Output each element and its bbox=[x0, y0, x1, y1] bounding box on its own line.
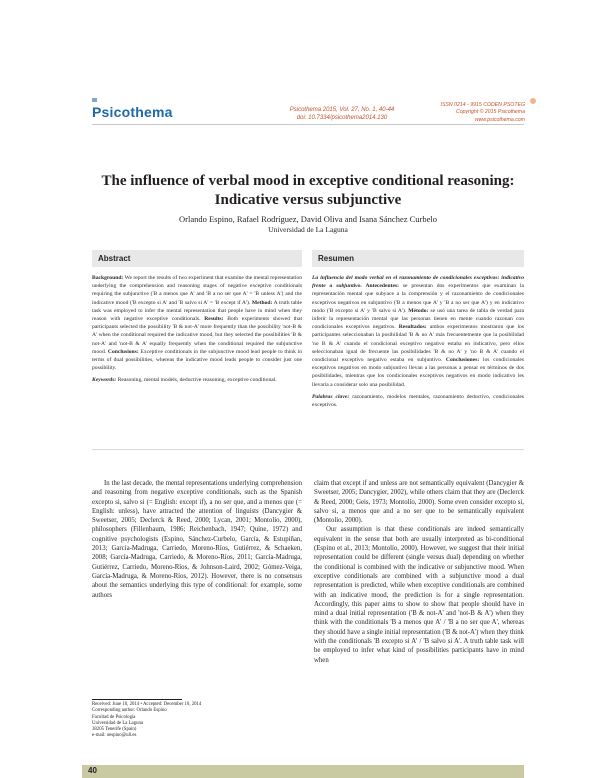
results-label: Results: bbox=[204, 316, 224, 323]
article-title bbox=[92, 172, 524, 210]
body-left-column: In the last decade, the mental representations underlying comprehension and reasoning from negative exceptive conditionals, such as the Spanish excepto si, salvo si (= English: except if), a no ser que, and a menos que (= English: unless), have attracted the attention of linguists (Dancygier & Sweetser, 2005; Declerck & Reed, 2000; Lycan, 2001; Montolío, 2000), philosophers (Fillenbaum, 1986; Reichenbach, 1947; Quine, 1972) and cognitive psychologists (Espino, Sánchez-Curbelo, García, & Estupiñan, 2013; García-Madruga, Carriedo, Moreno-Ríos, Gutiérrez, & Schaeken, 2008; García-Madruga, Carriedo, & Moreno-Ríos, 2011; García-Madruga, Gutiérrez, Carriedo, Moreno-Ríos, & Johnson-Laird, 2002; Gómez-Veiga, García-Madruga, & Moreno-Ríos, 2012). However, there is no consensus about the semantics underlying this type of conditional: for example, some authors bbox=[92, 480, 302, 599]
keywords-text: Reasoning, mental models, deductive reasoning, exceptive conditional. bbox=[116, 377, 277, 384]
antecedentes-label: Antecedentes: bbox=[361, 283, 399, 290]
body-paragraph: Our assumption is that these conditionals are indeed semantically equivalent in the sense that both are usually interpreted as bi-conditional (Espino et al., 2013; Montolío, 2000). However, we suggest that their initial representation could be different (single versus dual) depending on whether the conditional is combined with the indicative or subjunctive mood. When exceptive conditionals are combined with a subjunctive mood a dual representation is predicted, while when exceptive conditionals are combined with an indicative mood, the prediction is for a single representation. Accordingly, this paper aims to show to show that people should have in mind a dual initial representation ('B & not-A' and 'not-B & A') when they think with the conditionals 'B a menos que A' / 'B a no ser que A', whereas they should have a single initial representation ('B & not-A') when they think with the conditionals 'B excepto si A' / 'B salvo si A'. A truth table task will be employed to infer what kind of possibilities participants have in mind when bbox=[314, 526, 524, 664]
resumen-text bbox=[312, 274, 524, 409]
palabras-text: razonamiento, modelos mentales, razonamiento deductivo, condicionales exceptivos. bbox=[312, 393, 524, 409]
metodo-label: Método: bbox=[408, 307, 429, 314]
abstract-text bbox=[92, 274, 302, 385]
logo-mark-icon bbox=[92, 98, 97, 102]
conclusiones-text: los condicionales exceptivos negativos en modo subjuntivo llevan a las personas a pensar en términos de dos posibilidades, mientras que los condicionales exceptivos negativos en modo indicativo les llevaría a considerar solo una posibilidad. bbox=[312, 357, 524, 388]
copyright: Copyright © 2015 Psicothema bbox=[456, 109, 525, 116]
city: 38205 Tenerife (Spain) bbox=[92, 727, 137, 733]
affiliation: Universidad de La Laguna bbox=[268, 225, 348, 234]
background-text: We report the results of two experiment that examine the mental representation underlying the comprehension and reasoning stages of negative exceptive conditionals requiring the subjunctive ('B a menos que A' and 'B a no ser que A' = 'B unless A') and the indicative mood ('B excepto si A' and 'B salvo si A' = 'B except if A'). bbox=[92, 275, 302, 306]
doi[interactable]: doi: 10.7334/psicothema2014.130 bbox=[296, 115, 388, 122]
body-right-column bbox=[314, 479, 524, 665]
background-label: Background: bbox=[92, 275, 124, 281]
citation-block bbox=[262, 106, 422, 122]
resumen-section bbox=[312, 250, 524, 409]
title-line-1: The influence of verbal mood in exceptive conditional reasoning: bbox=[101, 173, 515, 189]
resumen-heading: Resumen bbox=[312, 250, 524, 267]
citation: Psicothema 2015, Vol. 27, No. 1, 40-44 bbox=[289, 107, 395, 113]
metodo-text: se usó una tarea de tabla de verdad para inferir la representación mental que las personas tienen en mente cuando razonan con condicionales exceptivos negativos. bbox=[312, 307, 525, 331]
corresponding-author: Corresponding author: Orlando Espino bbox=[92, 708, 167, 714]
method-label: Method: bbox=[251, 299, 273, 306]
method-text: A truth table task was employed to infer the mental representation that people have in mind when they reason with negative exceptive conditionals. bbox=[92, 299, 302, 323]
resumen-title: La influencia del modo verbal en el razonamiento de condicionales exceptivos: indicativo frente a subjuntivo. bbox=[312, 275, 524, 290]
page-number: 40 bbox=[88, 766, 97, 775]
results-text: Both experiments showed that participants selected the possibility 'B & not-A' more frequently than the possibility 'not-B & A' when the conditional required the indicative mood, but they selected the possibilities 'B & not-A' and 'not-B & A' equally frequently when the conditional required the subjunctive mood. bbox=[92, 316, 303, 355]
palabras-clave bbox=[312, 393, 524, 409]
resultados-text: ambos experimentos mostraron que los participantes seleccionaban la posibilidad 'B & no A' más frecuentemente que la posibilidad 'no B & A' cuando el condicional exceptivo negativo estaba en indicativo, pero ellos seleccionaban igual de frecuente las posibilidades 'B & no A' y 'no B & A' cuando el condicional exceptivo negativo estaba en subjuntivo. bbox=[312, 324, 524, 364]
seal-icon bbox=[530, 98, 536, 104]
issn: ISSN 0214 - 9915 CODEN PSOTEG bbox=[440, 102, 525, 108]
conclusions-label: Conclusions: bbox=[107, 348, 139, 355]
conclusiones-label: Conclusiones: bbox=[445, 357, 480, 364]
keywords bbox=[92, 376, 302, 384]
resultados-label: Resultados: bbox=[398, 324, 427, 331]
conclusions-text: Exceptive conditionals in the subjunctive mood lead people to think in terms of dual possibilities, whereas the indicative mood leads people to consider just one possibility. bbox=[92, 348, 303, 372]
abstract-section bbox=[92, 250, 302, 385]
page-footer-bar bbox=[82, 765, 524, 778]
body-paragraph: claim that except if and unless are not semantically equivalent (Dancygier & Sweetser, 2005; Dancygier, 2002), while others claim that they are (Declerck & Reed, 2000; Geis, 1973; Montolío, 2000). Some even consider excepto si, salvo si, a menos que and a no ser que to be semantically equivalent (Montolío, 2000). bbox=[314, 480, 524, 525]
header-rule bbox=[92, 124, 524, 125]
keywords-label: Keywords: bbox=[92, 377, 117, 384]
website-link[interactable]: www.psicothema.com bbox=[474, 116, 525, 123]
section-divider bbox=[92, 449, 524, 450]
issn-block bbox=[425, 102, 525, 124]
faculty: Facultad de Psicología bbox=[92, 714, 136, 720]
footnote bbox=[92, 702, 302, 740]
university: Universidad de La Laguna bbox=[92, 720, 144, 726]
antecedentes-text: se presentan dos experimentos que examinan la representación mental que subyace a la comprensión y el razonamiento de condicionales exceptivos negativos en subjuntivo ('B a menos que A' y 'B a no ser que A') y en indicativo modo ('B excepto si A' y 'B salvo si A'). bbox=[312, 283, 524, 314]
authors: Orlando Espino, Rafael Rodríguez, David Oliva and Isana Sánchez Curbelo bbox=[179, 214, 437, 224]
received-dates: Received: June 10, 2014 • Accepted: December 10, 2014 bbox=[92, 702, 202, 707]
abstract-heading: Abstract bbox=[92, 250, 302, 267]
journal-logo: Psicothema bbox=[92, 104, 173, 120]
footnote-rule bbox=[92, 699, 182, 700]
email-link[interactable]: e-mail: oespino@ull.es bbox=[92, 733, 137, 739]
palabras-label: Palabras clave: bbox=[312, 393, 350, 400]
title-line-2: Indicative versus subjunctive bbox=[214, 191, 402, 208]
